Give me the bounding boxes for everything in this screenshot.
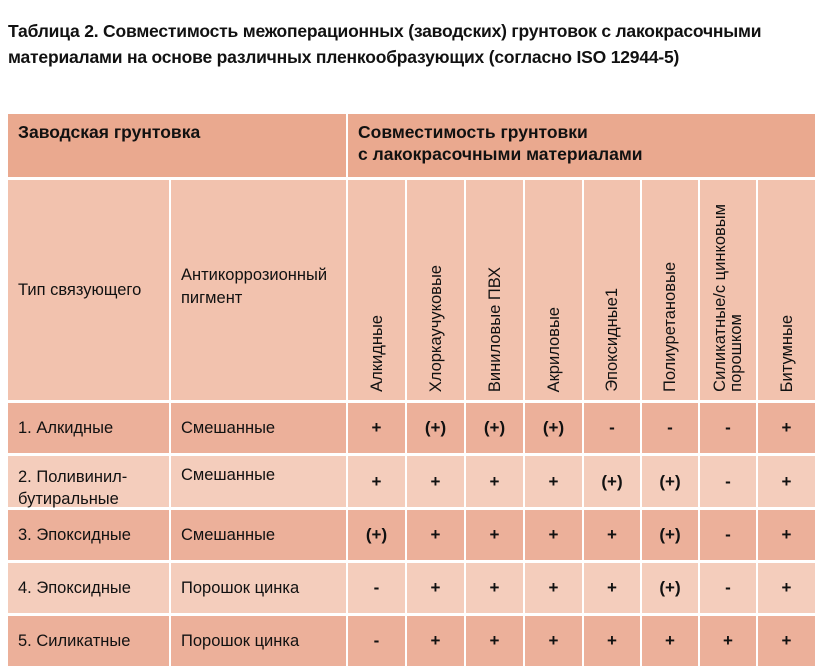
compat-value-cell: (+) <box>525 403 582 453</box>
pigment-header: Антикоррозионный пигмент <box>171 180 346 400</box>
material-header <box>584 180 640 400</box>
compat-value-cell: + <box>466 616 523 666</box>
pigment-cell: Смешанные <box>171 510 346 560</box>
compat-value-cell: (+) <box>642 456 698 507</box>
compat-group-header: Совместимость грунтовки с лакокрасочными материалами <box>348 114 815 177</box>
material-header <box>407 180 464 400</box>
pigment-cell: Смешанные <box>171 456 346 507</box>
compat-value-cell: + <box>758 616 815 666</box>
compat-value-cell: + <box>525 563 582 613</box>
material-header <box>700 180 756 400</box>
pigment-cell: Порошок цинка <box>171 616 346 666</box>
pigment-cell: Порошок цинка <box>171 563 346 613</box>
compat-value-cell: - <box>700 510 756 560</box>
binder-cell: 5. Силикатные <box>8 616 169 666</box>
material-header-label: Битумные <box>777 314 796 392</box>
table-title: Таблица 2. Совместимость межоперационных (заводских) грунтовок с лакокрасочными материалами на основе различных пленкообразующих (согласно ISO 12944-5) <box>8 21 762 67</box>
compatibility-table <box>8 114 827 657</box>
compat-value-cell: + <box>466 456 523 507</box>
compat-value-cell: (+) <box>407 403 464 453</box>
compat-value-cell: + <box>407 456 464 507</box>
compat-value-cell: - <box>700 403 756 453</box>
binder-cell: 1. Алкидные <box>8 403 169 453</box>
compat-value-cell: + <box>525 616 582 666</box>
material-header-label: Эпоксидные1 <box>603 288 621 392</box>
material-header <box>525 180 582 400</box>
compat-value-cell: + <box>348 403 405 453</box>
compat-value-cell: (+) <box>584 456 640 507</box>
compat-value-cell: + <box>584 563 640 613</box>
binder-type-header: Тип связующего <box>8 180 169 400</box>
material-header-label: Алкидные <box>367 315 386 392</box>
compat-value-cell: + <box>584 616 640 666</box>
material-header <box>348 180 405 400</box>
material-header-label: Полиуретановые <box>661 261 679 392</box>
compat-value-cell: + <box>407 563 464 613</box>
compat-value-cell: + <box>407 616 464 666</box>
compat-value-cell: - <box>642 403 698 453</box>
compat-value-cell: - <box>700 563 756 613</box>
binder-cell: 4. Эпоксидные <box>8 563 169 613</box>
compat-value-cell: + <box>642 616 698 666</box>
compat-value-cell: - <box>700 456 756 507</box>
compat-value-cell: (+) <box>348 510 405 560</box>
compat-value-cell: + <box>525 456 582 507</box>
compat-value-cell: + <box>348 456 405 507</box>
compat-value-cell: (+) <box>642 563 698 613</box>
compat-value-cell: + <box>525 510 582 560</box>
material-header <box>642 180 698 400</box>
material-header-label: Виниловые ПВХ <box>485 266 504 392</box>
primer-group-header: Заводская грунтовка <box>8 114 346 177</box>
compat-value-cell: + <box>758 510 815 560</box>
material-header <box>466 180 523 400</box>
material-header <box>758 180 815 400</box>
compat-value-cell: - <box>348 616 405 666</box>
compat-value-cell: + <box>584 510 640 560</box>
compat-value-cell: + <box>700 616 756 666</box>
compat-value-cell: (+) <box>466 403 523 453</box>
compat-value-cell: + <box>407 510 464 560</box>
compat-value-cell: + <box>466 563 523 613</box>
compat-value-cell: + <box>758 403 815 453</box>
compat-value-cell: + <box>758 456 815 507</box>
compat-value-cell: + <box>758 563 815 613</box>
binder-cell: 2. Поливинил- бутиральные <box>8 456 169 507</box>
material-header-label: Силикатные/с цинковым порошком <box>711 204 745 392</box>
binder-cell: 3. Эпоксидные <box>8 510 169 560</box>
compat-value-cell: - <box>584 403 640 453</box>
compat-value-cell: + <box>466 510 523 560</box>
compat-value-cell: - <box>348 563 405 613</box>
material-header-label: Хлоркаучуковые <box>426 264 445 392</box>
pigment-cell: Смешанные <box>171 403 346 453</box>
compat-value-cell: (+) <box>642 510 698 560</box>
material-header-label: Акриловые <box>544 306 563 392</box>
